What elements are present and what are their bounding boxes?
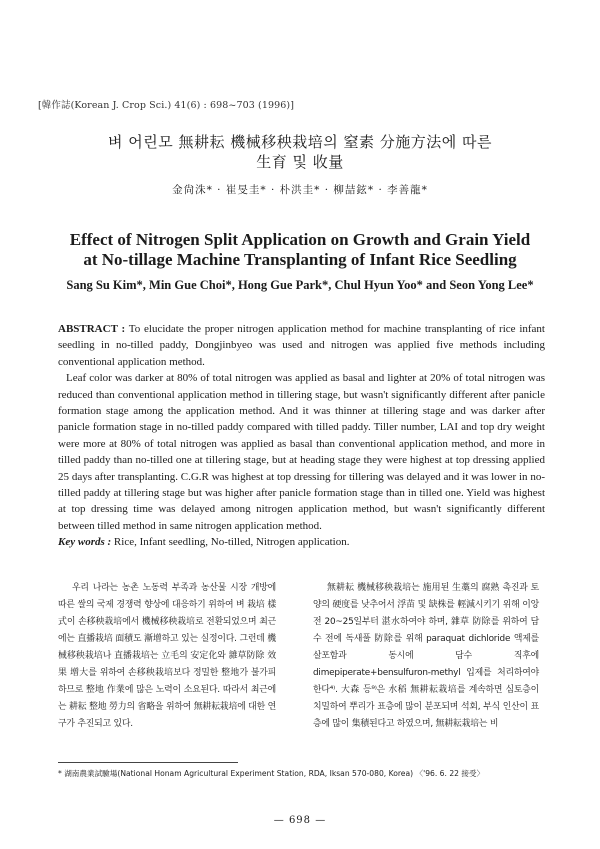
english-title-line1: Effect of Nitrogen Split Application on Growth and Grain Yield [69, 230, 531, 249]
affiliation-footnote: * 湖南農業試驗場(National Honam Agricultural Experiment Station, RDA, Iksan 570-080, Korea) 〈'96. 6. 22 接受〉 [58, 769, 485, 778]
journal-citation: [韓作誌(Korean J. Crop Sci.) 41(6) : 698~703 (1996)] [38, 100, 295, 111]
abstract-label: ABSTRACT : [58, 323, 126, 335]
body-left-column [58, 580, 276, 733]
footnote-divider [58, 762, 238, 763]
page-number: — 698 — [273, 815, 327, 826]
abstract-text-1: To elucidate the proper nitrogen application method for machine transplanting of rice infant seedling in no-tilled paddy, Dongjinbyeo was used and nitrogen was applied five methods including conventional application method. [58, 323, 545, 368]
english-title-line2: at No-tillage Machine Transplanting of Infant Rice Seedling [83, 250, 517, 269]
abstract-para-2: Leaf color was darker at 80% of total nitrogen was applied as basal and lighter at 20% of total nitrogen was reduced than conventional application method in tillering stage, but wasn't significantly different after panicle formation stage among the application method. And it was thinner at tillering stage and was darker after panicle formation stage in no-tilled paddy compared with tilled paddy. Tiller number, LAI and top dry weight were more at 80% of total nitrogen was applied as basal than conventional application method, and more in tilled paddy than no-tilled one at tillering stage, but at heading stage they were highest at top dressing applied 25 days after transplanting. C.G.R was highest at top dressing for tillering was delayed and it was lower in no-tilled paddy at tillering stage but was higher after panicle formation stage than in tilled one. Yield was highest at top dressing time was delayed among nitrogen application method, but wasn't significantly different between tilled method in same nitrogen application method. [58, 372, 545, 532]
keywords [58, 534, 545, 550]
english-authors: Sang Su Kim*, Min Gue Choi*, Hong Gue Park*, Chul Hyun Yoo* and Seon Yong Lee* [66, 278, 534, 292]
korean-authors: 金尙洙* · 崔旻圭* · 朴洪圭* · 柳喆鉉* · 李善龍* [172, 184, 428, 196]
body-right-column [313, 580, 539, 733]
korean-title-line1: 벼 어린모 無耕耘 機械移秧栽培의 窒素 分施方法에 따른 [107, 133, 493, 151]
left-column-text: 우리 나라는 농촌 노동력 부족과 농산물 시장 개방에 따른 쌀의 국제 경쟁력 향상에 대응하기 위하여 벼 栽培 樣式이 손移秧栽培에서 機械移秧栽培로 전환되었으며 최근에는 直播栽培 面積도 漸增하고 있는 실정이다. 그런데 機械移秧栽培나 直播栽培는 立毛의 安定化와 雜草防除 效果 增大를 위하여 손移秧栽培보다 정밀한 整地가 불가피하므로 整地 作業에 많은 노력이 소요된다. 따라서 최근에는 耕耘 整地 勞力의 省略을 위하여 無耕耘栽培에 대한 연구가 추진되고 있다. [58, 583, 276, 729]
keywords-label: Key words : [58, 536, 112, 549]
korean-title-line2: 生育 및 收量 [256, 153, 344, 171]
abstract [58, 321, 545, 551]
keywords-text: Rice, Infant seedling, No-tilled, Nitrogen application. [111, 536, 350, 549]
abstract-para-1 [58, 321, 545, 370]
right-column-text: 無耕耘 機械移秧栽培는 施用된 生藁의 腐熟 촉진과 토양의 硬度를 낮추어서 浮苗 및 缺株를 輕減시키기 위해 이앙전 20~25일부터 湛水하여야 하며, 雜草 防除를 위하여 담수 전에 독새풀 防除를 위해 paraquat dichloride 액제를 살포함과 동시에 담수 직후에 dimepiperate+bensulfuron-methyl 입제를 처리하여야 한다⁴⁾. 大森 등⁹⁾은 水稻 無耕耘栽培를 계속하면 심토층이 치밀하여 뿌리가 표층에 많이 분포되며 석회, 부식 인산이 표층에 많이 集積된다고 하였으며, 無耕耘栽培는 비 [313, 583, 539, 729]
